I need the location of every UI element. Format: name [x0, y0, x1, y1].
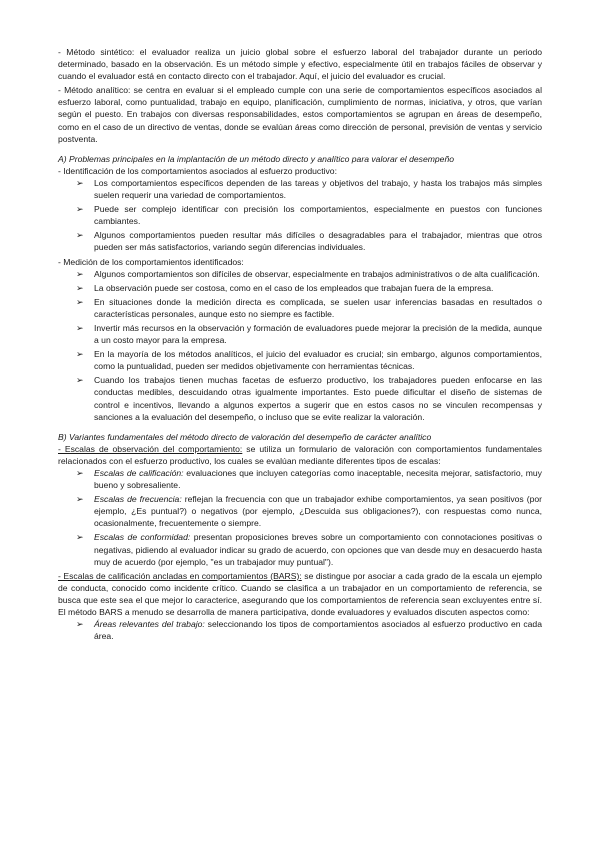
- escala-term: Escalas de conformidad:: [94, 532, 191, 543]
- list-item: ➢ Invertir más recursos en la observación y formación de evaluadores puede mejorar la precisión de la medida, aunque a un costo mayor para la empresa.: [76, 322, 542, 346]
- heading-problemas: A) Problemas principales en la implantación de un método directo y analítico para valorar el desempeño: [58, 153, 455, 164]
- bars-term: Áreas relevantes del trabajo:: [94, 619, 205, 630]
- metodo-sintetico-lead: - Método sintético:: [58, 47, 135, 57]
- metodo-analitico-lead: - Método analítico:: [58, 85, 131, 96]
- list-item: ➢ Áreas relevantes del trabajo: seleccionando los tipos de comportamientos asociados al esfuerzo productivo en cada área.: [76, 619, 542, 642]
- arrow-bullet-icon: ➢: [76, 532, 84, 543]
- list-item: ➢ Algunos comportamientos son difíciles de observar, especialmente en trabajos administrativos o de alta cualificación.: [76, 268, 540, 279]
- arrow-bullet-icon: ➢: [76, 204, 84, 215]
- paragraph-escalas-observacion: [58, 443, 542, 467]
- arrow-bullet-icon: ➢: [76, 177, 84, 188]
- arrow-bullet-icon: ➢: [76, 349, 84, 360]
- escalas-observacion-text: se utiliza un formulario de valoración con comportamientos fundamentales relacionados con el esfuerzo productivo, los cuales se evalúan mediante diferentes tipos de escalas:: [58, 443, 542, 466]
- medicion-list: [58, 268, 542, 423]
- arrow-bullet-icon: ➢: [76, 268, 84, 279]
- escala-term: Escalas de frecuencia:: [94, 494, 182, 505]
- list-item: ➢ Escalas de calificación: evaluaciones que incluyen categorías como inaceptable, necesita mejorar, satisfactorio, muy bueno y sobresaliente.: [76, 468, 542, 491]
- list-item: ➢ Puede ser complejo identificar con precisión los comportamientos, especialmente en puestos con funciones cambiantes.: [76, 204, 542, 227]
- arrow-bullet-icon: ➢: [76, 296, 84, 307]
- arrow-bullet-icon: ➢: [76, 282, 84, 293]
- list-item: ➢ Algunos comportamientos pueden resultar más difíciles o desagradables para el trabajador, mientras que otros pueden ser más satisfactorios, variando según diferencias individuales.: [76, 230, 542, 253]
- paragraph-metodo-analitico: [58, 84, 542, 144]
- escalas-list: [58, 467, 542, 568]
- medicion-title: - Medición de los comportamientos identificados:: [58, 256, 244, 267]
- list-item: ➢ La observación puede ser costosa, como en el caso de los empleados que trabajan fuera de la empresa.: [76, 282, 494, 293]
- arrow-bullet-icon: ➢: [76, 322, 84, 333]
- metodo-analitico-text: se centra en evaluar si el empleado cumple con una serie de comportamientos específicos asociados al esfuerzo laboral, como puntualidad, trabajo en equipo, planificación, cumplimiento de normas, iniciativa, y otros, que varían según el puesto. En trabajos con diversas responsabilidades, estos comportamientos se agrupan en áreas de desempeño, como en el caso de un directivo de ventas, donde se evalúan áreas como dirección de personal, previsión de ventas y servicio postventa.: [58, 85, 542, 144]
- arrow-bullet-icon: ➢: [76, 230, 84, 241]
- identificacion-title: - Identificación de los comportamientos asociados al esfuerzo productivo:: [58, 165, 337, 176]
- paragraph-metodo-sintetico: [58, 46, 542, 82]
- paragraph-bars: [58, 570, 542, 618]
- bars-list: [58, 618, 542, 642]
- arrow-bullet-icon: ➢: [76, 494, 84, 505]
- list-item: ➢ Cuando los trabajos tienen muchas facetas de esfuerzo productivo, los trabajadores pueden enfocarse en las conductas medibles, descuidando otras igualmente importantes. Esto puede dificultar el diseño de sistemas de control e incentivos, llevando a algunos expertos a sugerir que en estos casos no se vinculen recompensas y sanciones a la evaluación del desempeño, o incluso que se evite realizar la valoración.: [76, 375, 542, 422]
- list-item: ➢ En la mayoría de los métodos analíticos, el juicio del evaluador es crucial; sin embargo, algunos comportamientos, como la puntualidad, pueden ser medidos objetivamente con herramientas técnicas.: [76, 349, 542, 372]
- bars-text: se distingue por asociar a cada grado de la escala un ejemplo de conducta, conocido como incidente crítico. Cuando se clasifica a un trabajador en un comportamiento de referencia, se busca que este sea el que mejor lo caracterice, asegurando que los comportamientos de referencia sean excluyentes entre sí. El método BARS a menudo se desarrolla de manera participativa, donde evaluadores y evaluados discuten aspectos como:: [58, 570, 542, 618]
- arrow-bullet-icon: ➢: [76, 375, 84, 386]
- list-item: ➢ En situaciones donde la medición directa es complicada, se suelen usar inferencias basadas en resultados o características personales, aunque esto no siempre es factible.: [76, 296, 542, 319]
- escala-term: Escalas de calificación:: [94, 468, 184, 478]
- list-item: ➢ Los comportamientos específicos dependen de las tareas y objetivos del trabajo, y hasta los trabajos más simples suelen requerir una variedad de comportamientos.: [76, 177, 542, 201]
- heading-variantes: B) Variantes fundamentales del método directo de valoración del desempeño de carácter analítico: [58, 431, 432, 442]
- arrow-bullet-icon: ➢: [76, 619, 84, 630]
- list-item: ➢ Escalas de frecuencia: reflejan la frecuencia con que un trabajador exhibe comportamientos, ya sean positivos (por ejemplo, ¿Es puntual?) o negativos (por ejemplo, ¿Descuida sus obligaciones?), con respuestas como nunca, ocasionalmente, frecuentemente o siempre.: [76, 494, 542, 529]
- arrow-bullet-icon: ➢: [76, 468, 84, 478]
- escalas-observacion-lead: - Escalas de observación del comportamiento:: [58, 443, 243, 454]
- bars-lead: - Escalas de calificación ancladas en comportamientos (BARS):: [58, 570, 302, 581]
- list-item: ➢ Escalas de conformidad: presentan proposiciones breves sobre un comportamiento con connotaciones positivas o negativas, pidiendo al evaluador indicar su grado de acuerdo, con opciones que van desde muy en desacuerdo hasta muy de acuerdo (por ejemplo, "es un trabajador muy puntual").: [76, 532, 542, 567]
- identificacion-list: [58, 177, 542, 254]
- document-page: [58, 46, 542, 644]
- metodo-sintetico-text: el evaluador realiza un juicio global sobre el esfuerzo laboral del trabajador durante un periodo determinado, basado en la observación. Es un método simple y efectivo, especialmente útil en trabajos fáciles de observar y cuando el evaluador está en contacto directo con el trabajador. Aquí, el juicio del evaluador es crucial.: [58, 47, 543, 82]
